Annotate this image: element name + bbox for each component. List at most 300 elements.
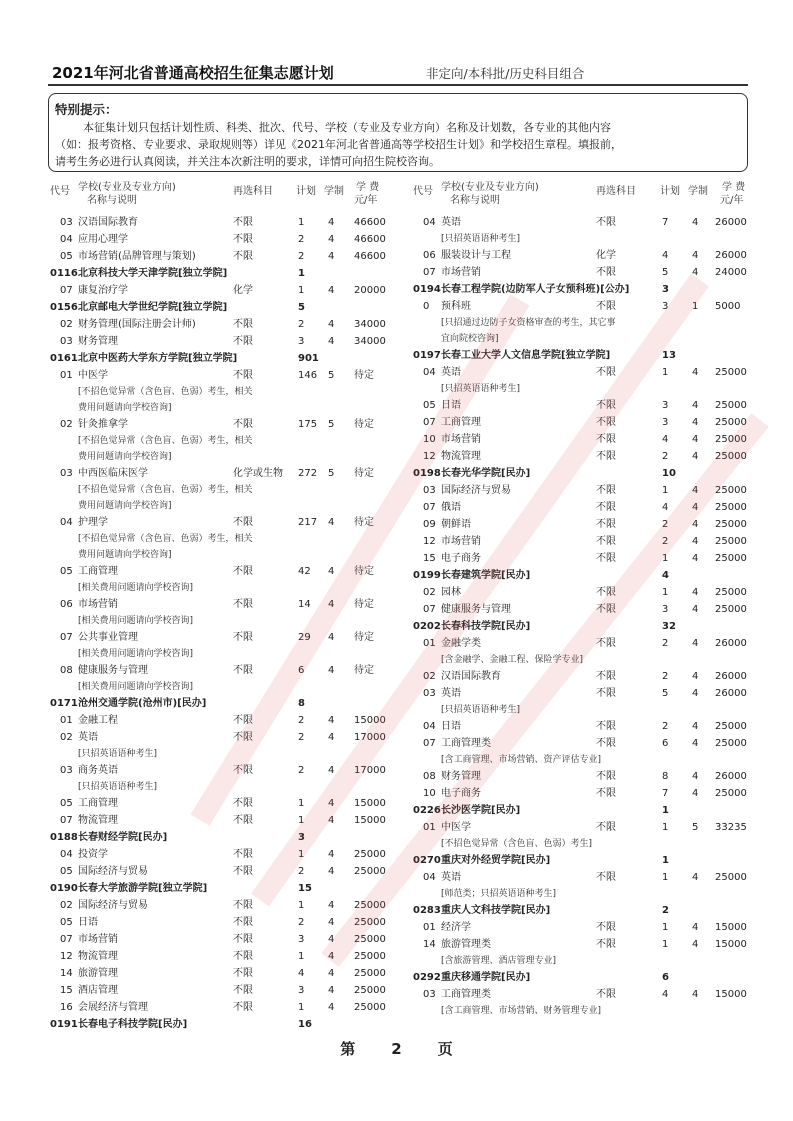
note-text: [只招英语语种考生] — [441, 234, 521, 244]
subject-requirement: 不限 — [233, 900, 253, 911]
major-row — [413, 397, 751, 414]
subject-requirement: 不限 — [596, 267, 616, 278]
tuition-fee: 26000 — [715, 671, 747, 682]
major-row — [413, 247, 751, 264]
plan-count: 42 — [298, 566, 311, 577]
tuition-fee: 待定 — [354, 599, 374, 610]
tuition-fee: 34000 — [354, 319, 386, 330]
col-code: 代号 — [50, 186, 70, 197]
subject-requirement: 不限 — [596, 587, 616, 598]
major-name: 市场营销 — [78, 934, 118, 945]
special-notice-box — [48, 93, 748, 172]
note-text: [相关费用问题请向学校咨询] — [78, 616, 194, 626]
subject-requirement: 不限 — [596, 872, 616, 883]
study-years: 4 — [692, 788, 699, 799]
subject-requirement: 不限 — [596, 922, 616, 933]
tuition-fee: 25000 — [715, 502, 747, 513]
major-row — [50, 729, 405, 746]
major-code: 06 — [423, 250, 436, 261]
study-years: 4 — [328, 866, 335, 877]
col-name-sub: 名称与说明 — [450, 195, 500, 206]
subject-requirement: 不限 — [596, 519, 616, 530]
major-name: 工商管理 — [78, 566, 118, 577]
col-fee: 学 费 — [722, 182, 746, 193]
tuition-fee: 15000 — [354, 815, 386, 826]
school-name: 长沙医学院[民办] — [441, 805, 521, 816]
study-years: 5 — [692, 822, 699, 833]
study-years: 4 — [328, 917, 335, 928]
major-row — [50, 795, 405, 812]
major-note — [50, 746, 405, 762]
subject-requirement: 不限 — [233, 1002, 253, 1013]
study-years: 4 — [692, 502, 699, 513]
tuition-fee: 26000 — [715, 250, 747, 261]
major-name: 电子商务 — [441, 553, 481, 564]
major-note — [50, 547, 405, 563]
study-years: 4 — [328, 732, 335, 743]
study-years: 5 — [328, 419, 335, 430]
subject-requirement: 不限 — [596, 400, 616, 411]
major-code: 05 — [60, 566, 73, 577]
major-code: 04 — [423, 872, 436, 883]
major-row — [50, 712, 405, 729]
major-row — [413, 936, 751, 953]
plan-count: 5 — [662, 267, 669, 278]
document-title: 2021年河北省普通高校招生征集志愿计划 — [52, 64, 334, 82]
subject-requirement: 不限 — [233, 815, 253, 826]
plan-total: 1 — [298, 268, 305, 279]
school-name: 北京科技大学天津学院[独立学院] — [78, 268, 228, 279]
major-code: 15 — [423, 553, 436, 564]
study-years: 4 — [692, 536, 699, 547]
major-note — [413, 836, 751, 852]
right-column-table — [413, 214, 751, 1019]
plan-count: 1 — [662, 939, 669, 950]
major-code: 04 — [60, 234, 73, 245]
col-code: 代号 — [413, 186, 433, 197]
study-years: 4 — [692, 872, 699, 883]
tuition-fee: 25000 — [715, 738, 747, 749]
tuition-fee: 25000 — [715, 872, 747, 883]
tuition-fee: 25000 — [715, 604, 747, 615]
school-name: 长春工业大学人文信息学院[独立学院] — [441, 350, 611, 361]
major-row — [413, 364, 751, 381]
study-years: 4 — [328, 566, 335, 577]
tuition-fee: 34000 — [354, 336, 386, 347]
plan-count: 217 — [298, 517, 318, 528]
study-years: 4 — [692, 417, 699, 428]
major-name: 市场营销(品牌管理与策划) — [78, 251, 196, 262]
plan-count: 1 — [662, 822, 669, 833]
school-code: 0198 — [413, 468, 441, 479]
major-code: 07 — [423, 738, 436, 749]
tuition-fee: 25000 — [715, 451, 747, 462]
school-name: 北京中医药大学东方学院[独立学院] — [78, 353, 238, 364]
tuition-fee: 25000 — [354, 951, 386, 962]
major-row — [413, 214, 751, 231]
col-fee-unit: 元/年 — [720, 195, 744, 206]
note-text: [只招通过边防子女资格审查的考生，其它事 — [441, 318, 616, 328]
major-row — [413, 550, 751, 567]
major-row — [50, 629, 405, 646]
major-row — [413, 768, 751, 785]
plan-total: 8 — [298, 698, 305, 709]
school-row — [413, 969, 751, 986]
col-plan: 计划 — [296, 186, 316, 197]
major-row — [50, 662, 405, 679]
major-note — [413, 315, 751, 331]
study-years: 4 — [328, 985, 335, 996]
plan-count: 29 — [298, 632, 311, 643]
study-years: 4 — [692, 367, 699, 378]
major-code: 03 — [60, 336, 73, 347]
plan-total: 15 — [298, 883, 312, 894]
plan-count: 1 — [298, 798, 305, 809]
subject-requirement: 不限 — [233, 566, 253, 577]
tuition-fee: 待定 — [354, 419, 374, 430]
major-row — [50, 965, 405, 982]
plan-count: 272 — [298, 468, 318, 479]
column-header-right — [413, 181, 751, 211]
major-code: 08 — [423, 771, 436, 782]
tuition-fee: 17000 — [354, 765, 386, 776]
plan-count: 2 — [662, 721, 669, 732]
plan-count: 4 — [298, 968, 305, 979]
major-row — [50, 897, 405, 914]
major-name: 物流管理 — [78, 815, 118, 826]
subject-requirement: 不限 — [233, 934, 253, 945]
school-code: 0161 — [50, 353, 78, 364]
major-code: 01 — [423, 822, 436, 833]
subject-requirement: 不限 — [596, 939, 616, 950]
major-code: 01 — [423, 922, 436, 933]
plan-count: 2 — [662, 536, 669, 547]
study-years: 4 — [692, 922, 699, 933]
study-years: 4 — [692, 519, 699, 530]
column-header-left — [50, 181, 405, 211]
major-row — [413, 264, 751, 281]
major-code: 02 — [60, 900, 73, 911]
plan-total: 3 — [662, 284, 669, 295]
subject-requirement: 不限 — [233, 951, 253, 962]
major-code: 07 — [60, 815, 73, 826]
note-text: [不招色觉异常（含色盲、色弱）考生，相关 — [78, 436, 253, 446]
major-row — [50, 982, 405, 999]
major-name: 英语 — [441, 217, 461, 228]
plan-count: 7 — [662, 217, 669, 228]
tuition-fee: 25000 — [354, 917, 386, 928]
major-name: 旅游管理 — [78, 968, 118, 979]
major-name: 工商管理 — [441, 417, 481, 428]
study-years: 4 — [328, 517, 335, 528]
note-text: [相关费用问题请向学校咨询] — [78, 649, 194, 659]
study-years: 4 — [328, 251, 335, 262]
study-years: 4 — [692, 217, 699, 228]
plan-count: 7 — [662, 788, 669, 799]
major-note — [50, 646, 405, 662]
subject-requirement: 不限 — [233, 370, 253, 381]
tuition-fee: 5000 — [715, 301, 741, 312]
plan-count: 14 — [298, 599, 311, 610]
plan-count: 2 — [662, 671, 669, 682]
plan-total: 3 — [298, 832, 305, 843]
note-text: [师范类；只招英语语种考生] — [441, 889, 557, 899]
school-row — [413, 281, 751, 298]
tuition-fee: 25000 — [715, 553, 747, 564]
study-years: 4 — [692, 738, 699, 749]
school-name: 长春光华学院[民办] — [441, 468, 531, 479]
study-years: 4 — [692, 400, 699, 411]
major-note — [50, 400, 405, 416]
major-name: 中医学 — [78, 370, 108, 381]
major-row — [50, 563, 405, 580]
major-row — [50, 762, 405, 779]
plan-count: 6 — [298, 665, 305, 676]
major-name: 国际经济与贸易 — [78, 900, 148, 911]
major-name: 市场营销 — [441, 536, 481, 547]
major-code: 03 — [423, 485, 436, 496]
plan-count: 1 — [662, 553, 669, 564]
school-row — [413, 852, 751, 869]
subject-requirement: 不限 — [596, 434, 616, 445]
study-years: 5 — [328, 370, 335, 381]
note-text: 宜向院校咨询] — [441, 334, 499, 344]
major-code: 0 — [423, 301, 430, 312]
major-code: 07 — [423, 604, 436, 615]
major-note — [50, 580, 405, 596]
major-note — [413, 331, 751, 347]
major-code: 03 — [60, 765, 73, 776]
plan-count: 2 — [298, 234, 305, 245]
plan-count: 1 — [298, 1002, 305, 1013]
document-subtitle: 非定向/本科批/历史科目组合 — [426, 66, 585, 81]
major-code: 04 — [423, 217, 436, 228]
major-note — [50, 433, 405, 449]
major-row — [413, 819, 751, 836]
note-text: [相关费用问题请向学校咨询] — [78, 682, 194, 692]
study-years: 4 — [328, 234, 335, 245]
note-text: 费用问题请向学校咨询] — [78, 403, 172, 413]
plan-count: 2 — [298, 319, 305, 330]
study-years: 4 — [328, 934, 335, 945]
col-name: 学校(专业及专业方向) — [78, 182, 176, 193]
page-label-right: 页 — [437, 1040, 453, 1058]
note-text: [含工商管理、市场营销、财务管理专业] — [441, 1006, 602, 1016]
major-name: 朝鲜语 — [441, 519, 471, 530]
study-years: 4 — [328, 765, 335, 776]
plan-count: 3 — [298, 934, 305, 945]
school-row — [50, 299, 405, 316]
plan-count: 3 — [662, 400, 669, 411]
major-note — [413, 652, 751, 668]
subject-requirement: 不限 — [233, 715, 253, 726]
study-years: 4 — [328, 217, 335, 228]
school-name: 重庆人文科技学院[民办] — [441, 905, 551, 916]
major-row — [413, 718, 751, 735]
plan-count: 1 — [298, 285, 305, 296]
subject-requirement: 不限 — [596, 671, 616, 682]
school-name: 沧州交通学院(沧州市)[民办] — [78, 698, 207, 709]
plan-count: 3 — [662, 301, 669, 312]
major-name: 物流管理 — [441, 451, 481, 462]
col-subject: 再选科目 — [233, 186, 273, 197]
plan-count: 2 — [662, 638, 669, 649]
school-code: 0116 — [50, 268, 78, 279]
school-code: 0270 — [413, 855, 441, 866]
subject-requirement: 不限 — [233, 968, 253, 979]
subject-requirement: 化学 — [233, 285, 253, 296]
major-name: 国际经济与贸易 — [441, 485, 511, 496]
tuition-fee: 17000 — [354, 732, 386, 743]
major-name: 工商管理 — [78, 798, 118, 809]
major-code: 02 — [423, 671, 436, 682]
plan-count: 2 — [662, 519, 669, 530]
major-row — [413, 635, 751, 652]
plan-count: 1 — [298, 849, 305, 860]
school-code: 0283 — [413, 905, 441, 916]
school-row — [50, 695, 405, 712]
subject-requirement: 不限 — [596, 536, 616, 547]
tuition-fee: 待定 — [354, 370, 374, 381]
major-note — [413, 231, 751, 247]
major-code: 09 — [423, 519, 436, 530]
major-row — [50, 416, 405, 433]
major-note — [50, 384, 405, 400]
major-code: 05 — [60, 798, 73, 809]
major-code: 06 — [60, 599, 73, 610]
major-name: 护理学 — [78, 517, 108, 528]
major-row — [50, 999, 405, 1016]
tuition-fee: 25000 — [715, 485, 747, 496]
plan-count: 2 — [298, 765, 305, 776]
tuition-fee: 46600 — [354, 234, 386, 245]
study-years: 4 — [328, 951, 335, 962]
subject-requirement: 不限 — [596, 638, 616, 649]
major-name: 工商管理类 — [441, 989, 491, 1000]
study-years: 4 — [328, 968, 335, 979]
major-code: 03 — [423, 989, 436, 1000]
major-row — [413, 533, 751, 550]
school-row — [413, 465, 751, 482]
notice-title: 特别提示： — [55, 102, 118, 117]
study-years: 4 — [692, 671, 699, 682]
subject-requirement: 不限 — [233, 419, 253, 430]
note-text: 费用问题请向学校咨询] — [78, 452, 172, 462]
major-row — [50, 514, 405, 531]
plan-total: 1 — [662, 855, 669, 866]
major-name: 英语 — [441, 688, 461, 699]
major-code: 02 — [60, 732, 73, 743]
subject-requirement: 不限 — [596, 738, 616, 749]
major-row — [413, 785, 751, 802]
study-years: 4 — [692, 250, 699, 261]
plan-count: 3 — [298, 336, 305, 347]
major-code: 12 — [60, 951, 73, 962]
school-name: 重庆移通学院[民办] — [441, 972, 531, 983]
subject-requirement: 不限 — [596, 451, 616, 462]
tuition-fee: 待定 — [354, 468, 374, 479]
major-name: 健康服务与管理 — [78, 665, 148, 676]
plan-total: 16 — [298, 1019, 312, 1030]
subject-requirement: 不限 — [233, 985, 253, 996]
major-name: 日语 — [441, 400, 461, 411]
subject-requirement: 不限 — [233, 251, 253, 262]
major-row — [50, 931, 405, 948]
major-row — [413, 516, 751, 533]
study-years: 4 — [692, 451, 699, 462]
plan-count: 4 — [662, 502, 669, 513]
major-code: 03 — [60, 468, 73, 479]
school-row — [50, 265, 405, 282]
major-code: 07 — [60, 632, 73, 643]
tuition-fee: 26000 — [715, 217, 747, 228]
subject-requirement: 不限 — [596, 822, 616, 833]
major-code: 07 — [60, 285, 73, 296]
major-name: 健康服务与管理 — [441, 604, 511, 615]
major-name: 日语 — [78, 917, 98, 928]
study-years: 4 — [692, 434, 699, 445]
subject-requirement: 不限 — [233, 632, 253, 643]
major-code: 05 — [60, 866, 73, 877]
study-years: 4 — [328, 285, 335, 296]
school-row — [50, 880, 405, 897]
major-row — [50, 248, 405, 265]
major-name: 金融学类 — [441, 638, 481, 649]
major-name: 俄语 — [441, 502, 461, 513]
school-code: 0190 — [50, 883, 78, 894]
plan-count: 1 — [662, 587, 669, 598]
plan-count: 3 — [298, 985, 305, 996]
major-note — [413, 886, 751, 902]
major-note — [50, 482, 405, 498]
study-years: 4 — [692, 485, 699, 496]
major-row — [413, 499, 751, 516]
major-name: 服装设计与工程 — [441, 250, 511, 261]
major-note — [413, 752, 751, 768]
major-name: 工商管理类 — [441, 738, 491, 749]
tuition-fee: 15000 — [715, 922, 747, 933]
major-code: 15 — [60, 985, 73, 996]
major-code: 10 — [423, 788, 436, 799]
major-code: 04 — [423, 367, 436, 378]
major-code: 01 — [60, 715, 73, 726]
study-years: 4 — [692, 267, 699, 278]
major-name: 英语 — [78, 732, 98, 743]
subject-requirement: 不限 — [233, 336, 253, 347]
major-row — [413, 298, 751, 315]
note-text: [相关费用问题请向学校咨询] — [78, 583, 194, 593]
col-fee-unit: 元/年 — [354, 195, 378, 206]
tuition-fee: 待定 — [354, 632, 374, 643]
school-name: 北京邮电大学世纪学院[独立学院] — [78, 302, 228, 313]
study-years: 4 — [328, 665, 335, 676]
plan-total: 13 — [662, 350, 676, 361]
subject-requirement: 不限 — [233, 765, 253, 776]
subject-requirement: 不限 — [596, 417, 616, 428]
major-row — [50, 316, 405, 333]
col-subject: 再选科目 — [596, 186, 636, 197]
subject-requirement: 不限 — [233, 849, 253, 860]
major-note — [413, 702, 751, 718]
subject-requirement: 不限 — [596, 217, 616, 228]
school-code: 0202 — [413, 621, 441, 632]
subject-requirement: 不限 — [596, 485, 616, 496]
plan-total: 5 — [298, 302, 305, 313]
major-row — [413, 919, 751, 936]
major-code: 08 — [60, 665, 73, 676]
major-code: 01 — [423, 638, 436, 649]
plan-total: 32 — [662, 621, 676, 632]
